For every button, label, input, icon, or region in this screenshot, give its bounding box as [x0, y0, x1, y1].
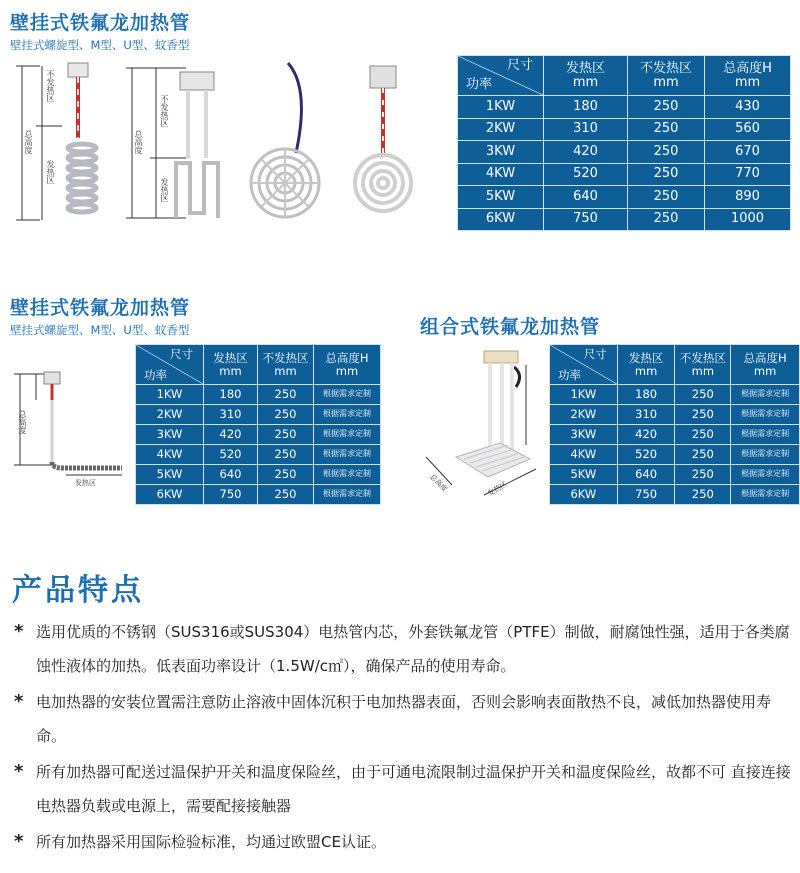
star-icon: * — [14, 831, 24, 852]
table-row: 5KW 640 250 890 — [458, 186, 791, 209]
dim-label-non-heating-2: 不发热区 — [160, 95, 169, 127]
spec-table-2 — [135, 344, 381, 505]
table-row: 4KW 520 250 770 — [458, 163, 791, 186]
dim-label-heating: 发热区 — [46, 160, 55, 184]
feature-text: 所有加热器可配送过温保护开关和温度保险丝，由于可通电流限制过温保护开关和温度保险丝，故都不可 直接连接电热器负载或电源上，需要配接接触器 — [36, 763, 791, 815]
dim-label-total-height-3: 总高度 — [18, 410, 27, 434]
star-icon: * — [14, 761, 24, 782]
section2-product-photo — [10, 370, 130, 490]
table-header-row — [550, 345, 800, 385]
header-power: 功率 — [144, 367, 167, 382]
list-item — [14, 685, 794, 753]
table-row: 1KW 180 250 根据需求定制 — [550, 385, 800, 405]
section1-product-photos — [10, 58, 450, 228]
table-row: 6KW 750 250 根据需求定制 — [136, 485, 381, 505]
feature-text: 所有加热器采用国际检验标准，均通过欧盟CE认证。 — [36, 833, 386, 851]
header-non-heating-zone: 不发热区 mm — [628, 56, 705, 96]
list-item — [14, 615, 794, 683]
list-item — [14, 825, 794, 859]
dim-label-total-height-2: 总高度 — [134, 130, 143, 154]
header-size-power-cell — [550, 345, 618, 385]
table-header-row — [136, 345, 381, 385]
table-row: 6KW 750 250 1000 — [458, 208, 791, 231]
table-row: 1KW 180 250 根据需求定制 — [136, 385, 381, 405]
section2-title: 壁挂式铁氟龙加热管 — [10, 297, 191, 319]
dim-label-non-heating: 不发热区 — [46, 70, 55, 102]
header-power: 功率 — [558, 367, 581, 382]
list-item — [14, 755, 794, 823]
section3-title: 组合式铁氟龙加热管 — [420, 316, 601, 338]
header-non-heating-zone: 不发热区 mm — [258, 345, 314, 385]
star-icon: * — [14, 691, 24, 712]
dim-label-heating-4: 发热区 — [486, 480, 509, 498]
header-heating-zone: 发热区 mm — [544, 56, 628, 96]
table-row: 4KW 520 250 根据需求定制 — [550, 445, 800, 465]
feature-text: 电加热器的安装位置需注意防止溶液中固体沉积于电加热器表面，否则会影响表面散热不良，减低加热器使用寿命。 — [36, 693, 772, 745]
dim-label-heating-3: 发热区 — [75, 479, 96, 487]
table-row: 5KW 640 250 根据需求定制 — [136, 465, 381, 485]
header-size-power-cell — [136, 345, 204, 385]
table-row: 2KW 310 250 根据需求定制 — [550, 405, 800, 425]
header-total-height: 总高度H mm — [731, 345, 800, 385]
table-row: 3KW 420 250 670 — [458, 141, 791, 164]
spec-table-1 — [457, 55, 791, 231]
section1-title: 壁挂式铁氟龙加热管 — [10, 12, 191, 34]
table-row: 2KW 310 250 根据需求定制 — [136, 405, 381, 425]
section2-subtitle: 壁挂式螺旋型、M型、U型、蚊香型 — [10, 323, 190, 337]
header-size: 尺寸 — [170, 347, 193, 361]
table-row: 1KW 180 250 430 — [458, 96, 791, 119]
header-size-power-cell — [458, 56, 544, 96]
features-list — [14, 615, 794, 861]
table-header-row — [458, 56, 791, 96]
header-size: 尺寸 — [583, 347, 607, 361]
spec-table-3 — [549, 344, 800, 505]
dim-label-total-height-4: 总高度 — [428, 472, 449, 494]
header-power: 功率 — [466, 77, 493, 93]
header-total-height: 总高度H mm — [705, 56, 791, 96]
header-non-heating-zone: 不发热区 mm — [675, 345, 731, 385]
header-heating-zone: 发热区 mm — [617, 345, 675, 385]
table-row: 6KW 750 250 根据需求定制 — [550, 485, 800, 505]
table-row: 3KW 420 250 根据需求定制 — [550, 425, 800, 445]
features-title: 产品特点 — [12, 573, 144, 608]
header-total-height: 总高度H mm — [314, 345, 381, 385]
header-heating-zone: 发热区 mm — [204, 345, 258, 385]
table-row: 5KW 640 250 根据需求定制 — [550, 465, 800, 485]
header-size: 尺寸 — [506, 58, 533, 73]
table-row: 4KW 520 250 根据需求定制 — [136, 445, 381, 465]
table-row: 3KW 420 250 根据需求定制 — [136, 425, 381, 445]
star-icon: * — [14, 621, 24, 642]
table-row: 2KW 310 250 560 — [458, 118, 791, 141]
dim-label-total-height: 总高度 — [24, 130, 33, 154]
feature-text: 选用优质的不锈钢（SUS316或SUS304）电热管内芯，外套铁氟龙管（PTFE）制做，耐腐蚀性强，适用于各类腐蚀性液体的加热。低表面功率设计（1.5W/c㎡），确保产品的使用寿命。 — [36, 623, 790, 675]
dim-label-heating-2: 发热区 — [160, 178, 169, 202]
section1-subtitle: 壁挂式螺旋型、M型、U型、蚊香型 — [10, 38, 190, 52]
